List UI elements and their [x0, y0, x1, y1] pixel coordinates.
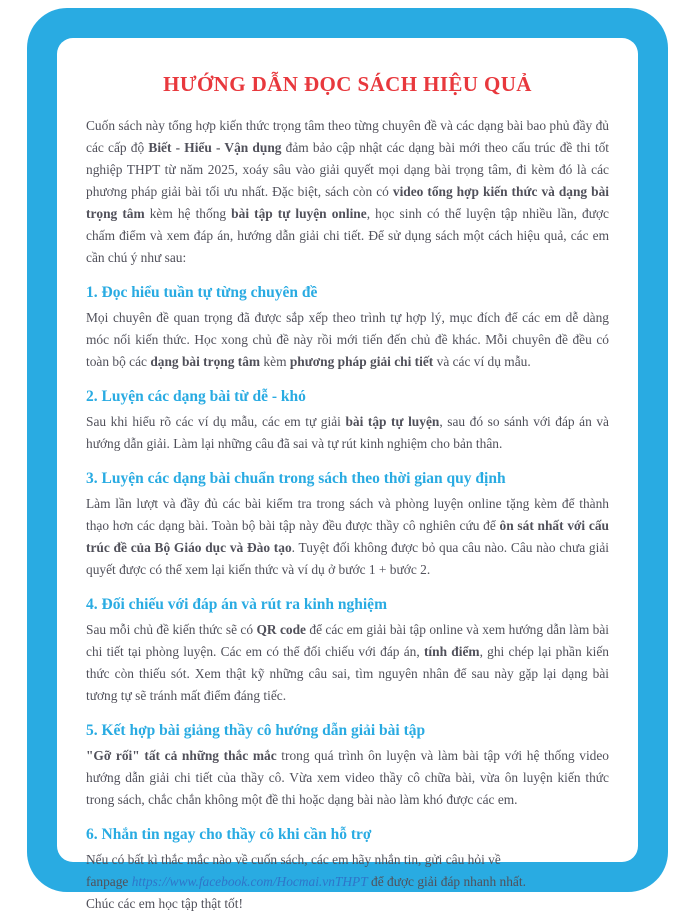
section-1-heading: 1. Đọc hiểu tuần tự từng chuyên đề — [86, 283, 318, 301]
text-segment: trong quá trình ôn luyện và làm bài tập với hệ thống video hướng dẫn giải chi tiết của thầy cô. Vừa xem video thầy cô chữa bài, vừa ôn luyện kiến thức trong sách, chắc chắn không một đề thi hoặc dạng bài nào làm khó được các em. — [86, 747, 610, 807]
section-4-body — [86, 619, 609, 707]
text-segment: . Tuyệt đối không được bỏ qua câu nào. Câu nào chưa giải quyết được có thể xem lại kiến thức và ví dụ ở bước 1 + bước 2. — [86, 539, 609, 577]
section-6-body — [86, 849, 609, 915]
text-segment: fanpage — [86, 873, 132, 889]
text-segment: và các ví dụ mẫu. — [433, 353, 531, 369]
fanpage-link[interactable]: https://www.facebook.com/Hocmai.vnTHPT — [131, 873, 368, 889]
section-5-body — [86, 745, 609, 811]
bold-text: QR code — [256, 621, 306, 637]
section-6 — [86, 826, 609, 915]
bold-text: "Gỡ rối" tất cả những thắc mắc — [86, 747, 277, 763]
text-segment: đảm bảo cập nhật các dạng bài mới theo cấu trúc đề thi tốt nghiệp THPT từ năm 2025, xoáy sâu vào giải quyết mọi dạng bài trọng tâm, đi kèm đó là các phương pháp giải bài tối ưu nhất. Đặc biệt, sách còn có — [86, 139, 609, 199]
text-segment: Nếu có bất kì thắc mắc nào về cuốn sách, các em hãy nhắn tin, gửi câu hỏi về — [86, 851, 501, 867]
text-segment: , sau đó so sánh với đáp án và hướng dẫn giải. Làm lại những câu đã sai và tự rút kinh nghiệm cho bản thân. — [86, 413, 609, 451]
section-1-body — [86, 307, 609, 373]
text-segment: Chúc các em học tập thật tốt! — [86, 895, 243, 911]
section-4-heading: 4. Đối chiếu với đáp án và rút ra kinh nghiệm — [86, 595, 387, 613]
page-content — [57, 38, 638, 911]
text-segment: để các em giải bài tập online và xem hướng dẫn làm bài chi tiết tại phòng luyện. Các em có thể đối chiếu với đáp án, — [86, 621, 610, 659]
section-1 — [86, 284, 609, 373]
bold-text: ôn sát nhất với cấu trúc đề của Bộ Giáo dục và Đào tạo — [86, 517, 609, 555]
section-3-heading: 3. Luyện các dạng bài chuẩn trong sách theo thời gian quy định — [86, 469, 506, 487]
text-segment: Sau mỗi chủ đề kiến thức sẽ có — [86, 621, 257, 637]
text-segment: , ghi chép lại phần kiến thức còn thiếu sót. Xem thật kỹ những câu sai, tìm nguyên nhân để sau này gặp lại dạng bài tương tự sẽ tránh mất điểm đáng tiếc. — [86, 643, 609, 703]
section-5 — [86, 722, 609, 811]
text-segment: Mọi chuyên đề quan trọng đã được sắp xếp theo trình tự hợp lý, mục đích để các em dễ dàng móc nối kiến thức. Học xong chủ đề này rồi mới tiến đến chủ đề khác. Mỗi chuyên đề đều có toàn bộ các — [86, 309, 609, 369]
intro-paragraph — [86, 115, 609, 269]
bold-text: bài tập tự luyện — [345, 413, 440, 429]
section-2-heading: 2. Luyện các dạng bài từ dễ - khó — [86, 387, 306, 405]
section-3 — [86, 470, 609, 581]
bold-text: bài tập tự luyện online — [231, 205, 367, 221]
bold-text: video tổng hợp kiến thức và dạng bài trọng tâm — [86, 183, 609, 221]
section-6-heading: 6. Nhắn tin ngay cho thầy cô khi cần hỗ trợ — [86, 825, 372, 843]
text-segment: kèm hệ thống — [144, 205, 232, 221]
section-2 — [86, 388, 609, 455]
text-segment: , học sinh có thể luyện tập nhiều lần, được chấm điểm và xem đáp án, hướng dẫn giải chi tiết. Để sử dụng sách một cách hiệu quả, các em cần chú ý như sau: — [86, 205, 609, 265]
bold-text: phương pháp giải chi tiết — [289, 353, 434, 369]
page-title: HƯỚNG DẪN ĐỌC SÁCH HIỆU QUẢ — [163, 72, 532, 96]
text-segment: Cuốn sách này tổng hợp kiến thức trọng tâm theo từng chuyên đề và các dạng bài bao phủ đầy đủ các cấp độ — [86, 118, 609, 155]
page-border-frame — [27, 8, 668, 911]
section-3-body — [86, 493, 609, 581]
bold-text: tính điểm — [423, 643, 480, 659]
section-2-body — [86, 411, 609, 455]
bold-text: Biết - Hiểu - Vận dụng — [148, 139, 282, 155]
bold-text: dạng bài trọng tâm — [150, 353, 261, 369]
text-segment: kèm — [260, 353, 290, 369]
section-5-heading: 5. Kết hợp bài giảng thầy cô hướng dẫn giải bài tập — [86, 721, 426, 739]
text-segment: để được giải đáp nhanh nhất. — [367, 873, 526, 889]
section-4 — [86, 596, 609, 707]
text-segment: Sau khi hiểu rõ các ví dụ mẫu, các em tự giải — [86, 413, 346, 429]
text-segment: Làm lần lượt và đầy đủ các bài kiểm tra trong sách và phòng luyện online tặng kèm để thành thạo hơn các dạng bài. Toàn bộ bài tập này đều được thầy cô nghiên cứu để — [86, 495, 609, 533]
